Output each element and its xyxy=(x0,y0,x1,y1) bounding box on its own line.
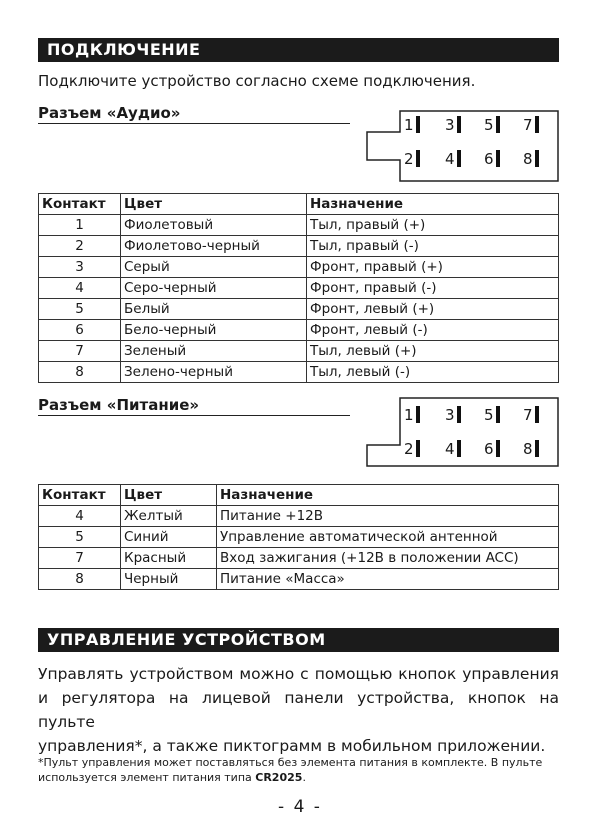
color-cell: Фиолетовый xyxy=(121,215,307,236)
table-row xyxy=(39,236,559,257)
power-pin-4: 4 xyxy=(445,440,461,458)
power-pinout-table xyxy=(38,484,559,590)
audio-pin-8: 8 xyxy=(523,150,539,168)
table-row xyxy=(39,299,559,320)
power-pin-3: 3 xyxy=(445,406,461,424)
color-cell: Фиолетово-черный xyxy=(121,236,307,257)
purpose-cell: Тыл, левый (+) xyxy=(307,341,559,362)
color-cell: Зеленый xyxy=(121,341,307,362)
table-header-row xyxy=(39,194,559,215)
intro-text: Подключите устройство согласно схеме подключения. xyxy=(38,72,476,90)
color-cell: Серый xyxy=(121,257,307,278)
pin-cell: 3 xyxy=(39,257,121,278)
audio-connector-heading: Разъем «Аудио» xyxy=(38,104,350,124)
table-row xyxy=(39,215,559,236)
audio-connector-diagram xyxy=(366,110,559,182)
purpose-cell: Питание +12В xyxy=(217,506,559,527)
color-cell: Красный xyxy=(121,548,217,569)
column-header: Цвет xyxy=(121,485,217,506)
table-row xyxy=(39,257,559,278)
footnote-text: *Пульт управления может поставляться без элемента питания в комплекте. В пульте используется элемент питания типа xyxy=(38,756,543,784)
pin-cell: 7 xyxy=(39,548,121,569)
power-connector-heading: Разъем «Питание» xyxy=(38,396,350,416)
table-row xyxy=(39,278,559,299)
color-cell: Зелено-черный xyxy=(121,362,307,383)
purpose-cell: Тыл, правый (-) xyxy=(307,236,559,257)
section-title-control: УПРАВЛЕНИЕ УСТРОЙСТВОМ xyxy=(38,628,559,652)
footnote-end: . xyxy=(302,771,306,784)
audio-pin-3: 3 xyxy=(445,116,461,134)
pin-cell: 2 xyxy=(39,236,121,257)
audio-pin-7: 7 xyxy=(523,116,539,134)
purpose-cell: Управление автоматической антенной xyxy=(217,527,559,548)
purpose-cell: Вход зажигания (+12В в положении ACC) xyxy=(217,548,559,569)
power-connector-diagram xyxy=(366,397,559,467)
table-header-row xyxy=(39,485,559,506)
power-pin-2: 2 xyxy=(404,440,420,458)
table-row xyxy=(39,341,559,362)
table-row xyxy=(39,362,559,383)
audio-pin-6: 6 xyxy=(484,150,500,168)
battery-type: CR2025 xyxy=(255,771,303,784)
column-header: Контакт xyxy=(39,194,121,215)
audio-pinout-table xyxy=(38,193,559,383)
column-header: Цвет xyxy=(121,194,307,215)
purpose-cell: Тыл, левый (-) xyxy=(307,362,559,383)
pin-cell: 1 xyxy=(39,215,121,236)
purpose-cell: Питание «Масса» xyxy=(217,569,559,590)
table-row xyxy=(39,569,559,590)
purpose-cell: Фронт, левый (+) xyxy=(307,299,559,320)
purpose-cell: Фронт, правый (-) xyxy=(307,278,559,299)
color-cell: Черный xyxy=(121,569,217,590)
audio-pin-2: 2 xyxy=(404,150,420,168)
color-cell: Серо-черный xyxy=(121,278,307,299)
section-title-connection: ПОДКЛЮЧЕНИЕ xyxy=(38,38,559,62)
table-row xyxy=(39,527,559,548)
audio-pin-1: 1 xyxy=(404,116,420,134)
audio-pin-5: 5 xyxy=(484,116,500,134)
pin-cell: 4 xyxy=(39,278,121,299)
pin-cell: 4 xyxy=(39,506,121,527)
pin-cell: 5 xyxy=(39,299,121,320)
color-cell: Белый xyxy=(121,299,307,320)
table-row xyxy=(39,320,559,341)
power-pin-8: 8 xyxy=(523,440,539,458)
column-header: Назначение xyxy=(307,194,559,215)
color-cell: Желтый xyxy=(121,506,217,527)
purpose-cell: Фронт, левый (-) xyxy=(307,320,559,341)
pin-cell: 8 xyxy=(39,569,121,590)
table-row xyxy=(39,548,559,569)
pin-cell: 8 xyxy=(39,362,121,383)
table-row xyxy=(39,506,559,527)
column-header: Назначение xyxy=(217,485,559,506)
purpose-cell: Тыл, правый (+) xyxy=(307,215,559,236)
color-cell: Бело-черный xyxy=(121,320,307,341)
control-text-line: управления*, а также пиктограмм в мобильном приложении. xyxy=(38,737,546,755)
power-pin-6: 6 xyxy=(484,440,500,458)
pin-cell: 7 xyxy=(39,341,121,362)
control-description xyxy=(38,662,559,758)
audio-pin-4: 4 xyxy=(445,150,461,168)
pin-cell: 5 xyxy=(39,527,121,548)
control-text-line: Управлять устройством можно с помощью кнопок управления xyxy=(38,665,559,683)
power-pin-7: 7 xyxy=(523,406,539,424)
page-number: - 4 - xyxy=(278,797,322,817)
purpose-cell: Фронт, правый (+) xyxy=(307,257,559,278)
footnote xyxy=(38,755,559,785)
control-text-line: и регулятора на лицевой панели устройства, кнопок на пульте xyxy=(38,689,559,731)
column-header: Контакт xyxy=(39,485,121,506)
color-cell: Синий xyxy=(121,527,217,548)
power-pin-1: 1 xyxy=(404,406,420,424)
power-pin-5: 5 xyxy=(484,406,500,424)
pin-cell: 6 xyxy=(39,320,121,341)
